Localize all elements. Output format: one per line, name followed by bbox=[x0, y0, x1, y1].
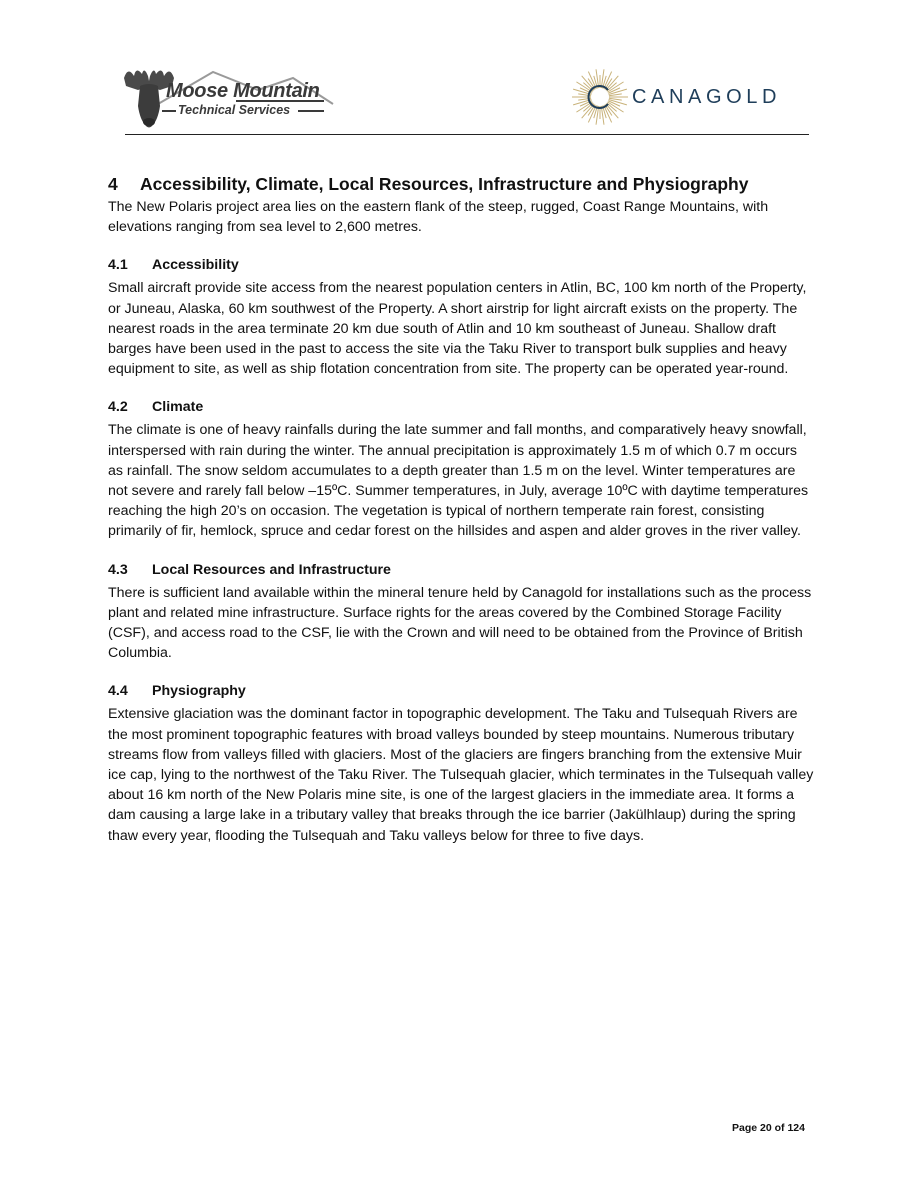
subsection-body: Small aircraft provide site access from the nearest population centers in Atlin, BC, 100 km north of the Property, or Juneau, Alaska, 60 km southwest of the Property. A short airstrip for light aircraft exists on the property. The nearest roads in the area terminate 20 km due south of Atlin and 10 km southeast of Juneau. Shallow draft barges have been used in the past to access the site via the Taku River to transport bulk supplies and heavy equipment to site, as well as ship flotation concentration from site. The property can be operated year-round. bbox=[108, 280, 807, 378]
section-title: Accessibility, Climate, Local Resources, Infrastructure and Physiography bbox=[140, 174, 749, 194]
subsection-title: Accessibility bbox=[152, 257, 239, 274]
canagold-wordmark: CANAGOLD bbox=[632, 86, 782, 108]
subsection-heading bbox=[108, 397, 814, 417]
subsection-number: 4.4 bbox=[108, 683, 128, 700]
logo-rule-left bbox=[162, 110, 176, 112]
document-body bbox=[108, 172, 814, 846]
subsection-physiography bbox=[108, 681, 814, 845]
subsection-number: 4.2 bbox=[108, 399, 128, 416]
subsection-accessibility bbox=[108, 255, 814, 379]
subsection-title: Local Resources and Infrastructure bbox=[152, 561, 391, 578]
subsection-title: Physiography bbox=[152, 683, 246, 700]
moose-mountain-logo bbox=[118, 64, 348, 130]
subsection-body: Extensive glaciation was the dominant factor in topographic development. The Taku and Tulsequah Rivers are the most prominent topographic features with broad valleys bounded by steep mountains. Numerous tributary streams flow from valleys filled with glaciers. Most of the glaciers are fingers branching from the extensive Muir ice cap, lying to the northwest of the Taku River. The Tulsequah glacier, which terminates in the Tulsequah valley about 16 km north of the New Polaris mine site, is one of the largest glaciers in the immediate area. It forms a dam causing a large lake in a tributary valley that breaks through the ice barrier (Jakülhlaup) during the spring thaw every year, flooding the Tulsequah and Taku valleys below for three to five days. bbox=[108, 706, 814, 844]
canagold-logo bbox=[570, 64, 800, 130]
logo-rule-right bbox=[298, 110, 324, 112]
header-divider bbox=[125, 134, 809, 135]
sunburst-c-icon bbox=[570, 64, 630, 130]
section-intro: The New Polaris project area lies on the eastern flank of the steep, rugged, Coast Range Mountains, with elevations ranging from sea level to 2,600 metres. bbox=[108, 199, 769, 236]
page-number: Page 20 of 124 bbox=[732, 1122, 805, 1134]
subsection-body: The climate is one of heavy rainfalls during the late summer and fall months, and comparatively heavy snowfall, interspersed with rain during the winter. The annual precipitation is approximately 1.5 m of which 0.7 m occurs as rainfall. The snow seldom accumulates to a depth greater than 1.5 m on the level. Winter temperatures are not severe and rarely fall below –15ºC. Summer temperatures, in July, average 10ºC with daytime temperatures reaching the high 20’s on occasion. The vegetation is typical of northern temperate rain forest, consisting primarily of fir, hemlock, spruce and cedar forest on the hillsides and aspen and alder groves in the river valley. bbox=[108, 422, 809, 540]
subsection-heading bbox=[108, 255, 814, 275]
logo-title: Moose Mountain bbox=[166, 80, 320, 102]
subsection-heading bbox=[108, 560, 814, 580]
subsection-number: 4.1 bbox=[108, 257, 128, 274]
logo-subtitle: Technical Services bbox=[178, 103, 291, 117]
subsection-title: Climate bbox=[152, 399, 204, 416]
subsection-number: 4.3 bbox=[108, 561, 128, 578]
subsection-heading bbox=[108, 681, 814, 701]
subsection-local-resources bbox=[108, 560, 814, 664]
subsection-body: There is sufficient land available within the mineral tenure held by Canagold for installations such as the process plant and related mine infrastructure. Surface rights for the areas covered by the Combined Storage Facility (CSF), and access road to the CSF, lie with the Crown and will need to be obtained from the Province of British Columbia. bbox=[108, 584, 812, 662]
section-heading bbox=[108, 172, 814, 196]
subsection-climate bbox=[108, 397, 814, 541]
section-number: 4 bbox=[108, 174, 118, 194]
page-header bbox=[118, 60, 808, 138]
